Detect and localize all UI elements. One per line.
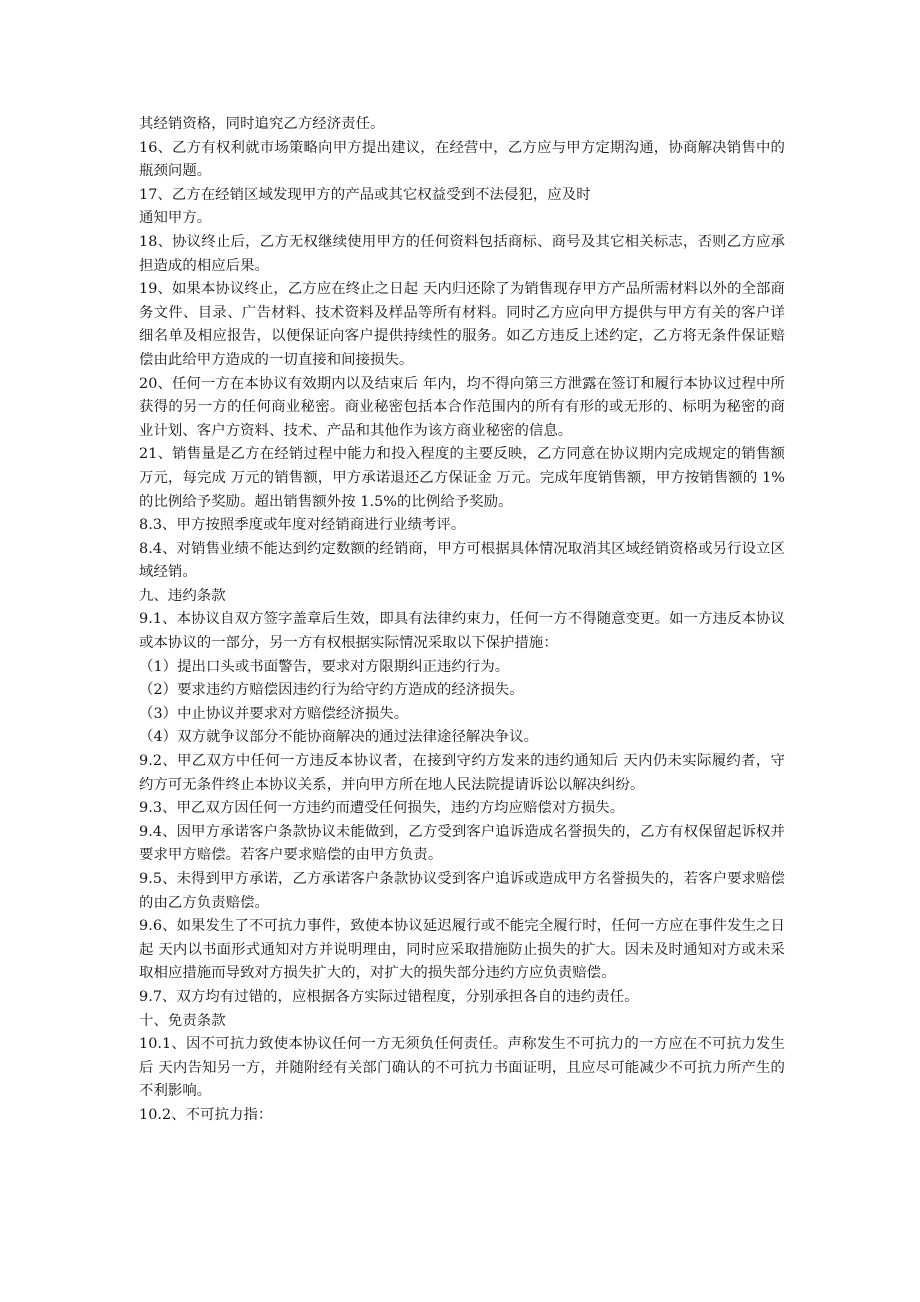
section-heading-breach: 九、违约条款: [139, 587, 226, 604]
paragraph-clause-10-1: 10.1、因不可抗力致使本协议任何一方无须负任何责任。声称发生不可抗力的一方应在不可抗力发生后 天内告知另一方，并随附经有关部门确认的不可抗力书面证明，且应尽可能减少不可抗力所产生的不利影响。: [139, 1036, 785, 1100]
paragraph-clause-17: 17、乙方在经销区域发现甲方的产品或其它权益受到不法侵犯，应及时: [139, 186, 591, 203]
paragraph-clause-9-2: 9.2、甲乙双方中任何一方违反本协议者，在接到守约方发来的违约通知后 天内仍未实际履约者，守约方可无条件终止本协议关系，并向甲方所在地人民法院提请诉讼以解决纠纷。: [139, 753, 785, 793]
list-item-measure-4: （4）双方就争议部分不能协商解决的通过法律途径解决争议。: [139, 729, 539, 746]
list-item-measure-3: （3）中止协议并要求对方赔偿经济损失。: [139, 705, 409, 722]
paragraph-clause-9-7: 9.7、双方均有过错的，应根据各方实际过错程度，分别承担各自的违约责任。: [139, 988, 639, 1005]
paragraph-clause-8-3: 8.3、甲方按照季度或年度对经销商进行业绩考评。: [139, 517, 466, 534]
document-body: [139, 113, 785, 1128]
paragraph-clause-18: 18、协议终止后，乙方无权继续使用甲方的任何资料包括商标、商号及其它相关标志，否则乙方应承担造成的相应后果。: [139, 233, 785, 274]
paragraph-clause-20: 20、任何一方在本协议有效期内以及结束后 年内，均不得向第三方泄露在签订和履行本协议过程中所获得的另一方的任何商业秘密。商业秘密包括本合作范围内的所有有形的或无形的、标明为秘密的商业计划、客户方资料、技术、产品和其他作为该方商业秘密的信息。: [139, 375, 785, 439]
paragraph-clause-9-3: 9.3、甲乙双方因任何一方违约而遭受任何损失，违约方均应赔偿对方损失。: [139, 800, 625, 817]
paragraph-clause-9-1: 9.1、本协议自双方签字盖章后生效，即具有法律约束力，任何一方不得随意变更。如一方违反本协议或本协议的一部分，另一方有权根据实际情况采取以下保护措施：: [139, 611, 785, 652]
paragraph-clause-16: 16、乙方有权利就市场策略向甲方提出建议，在经营中，乙方应与甲方定期沟通，协商解决销售中的瓶颈问题。: [139, 139, 785, 180]
paragraph-clause-9-5: 9.5、未得到甲方承诺，乙方承诺客户条款协议受到客户追诉或造成甲方名誉损失的，若客户要求赔偿的由乙方负责赔偿。: [139, 871, 785, 911]
paragraph-clause-15-cont: 其经销资格，同时追究乙方经济责任。: [139, 116, 385, 132]
paragraph-clause-19: 19、如果本协议终止，乙方应在终止之日起 天内归还除了为销售现存甲方产品所需材料以外的全部商务文件、目录、广告材料、技术资料及样品等所有材料。同时乙方应向甲方提供与甲方有关的客户详细名单及相应报告，以便保证向客户提供持续性的服务。如乙方违反上述约定，乙方将无条件保证赔偿由此给甲方造成的一切直接和间接损失。: [139, 281, 785, 368]
section-heading-exemption: 十、免责条款: [139, 1012, 226, 1029]
list-item-measure-1: （1）提出口头或书面警告，要求对方限期纠正违约行为。: [139, 658, 510, 675]
list-item-measure-2: （2）要求违约方赔偿因违约行为给守约方造成的经济损失。: [139, 682, 524, 699]
paragraph-clause-8-4: 8.4、对销售业绩不能达到约定数额的经销商，甲方可根据具体情况取消其区域经销资格或另行设立区域经销。: [139, 540, 785, 581]
paragraph-clause-9-4: 9.4、因甲方承诺客户条款协议未能做到，乙方受到客户追诉造成名誉损失的，乙方有权保留起诉权并要求甲方赔偿。若客户要求赔偿的由甲方负责。: [139, 823, 785, 864]
paragraph-clause-17-cont: 通知甲方。: [139, 210, 212, 227]
paragraph-clause-10-2: 10.2、不可抗力指：: [139, 1106, 273, 1123]
paragraph-clause-21: 21、销售量是乙方在经销过程中能力和投入程度的主要反映，乙方同意在协议期内完成规定的销售额 万元，每完成 万元的销售额，甲方承诺退还乙方保证金 万元。完成年度销售额，甲方按销售额的 1%的比例给予奖励。超出销售额外按 1.5%的比例给予奖励。: [139, 446, 785, 510]
paragraph-clause-9-6: 9.6、如果发生了不可抗力事件，致使本协议延迟履行或不能完全履行时，任何一方应在事件发生之日起 天内以书面形式通知对方并说明理由，同时应采取措施防止损失的扩大。因未及时通知对方或未采取相应措施而导致对方损失扩大的，对扩大的损失部分违约方应负责赔偿。: [139, 918, 785, 982]
